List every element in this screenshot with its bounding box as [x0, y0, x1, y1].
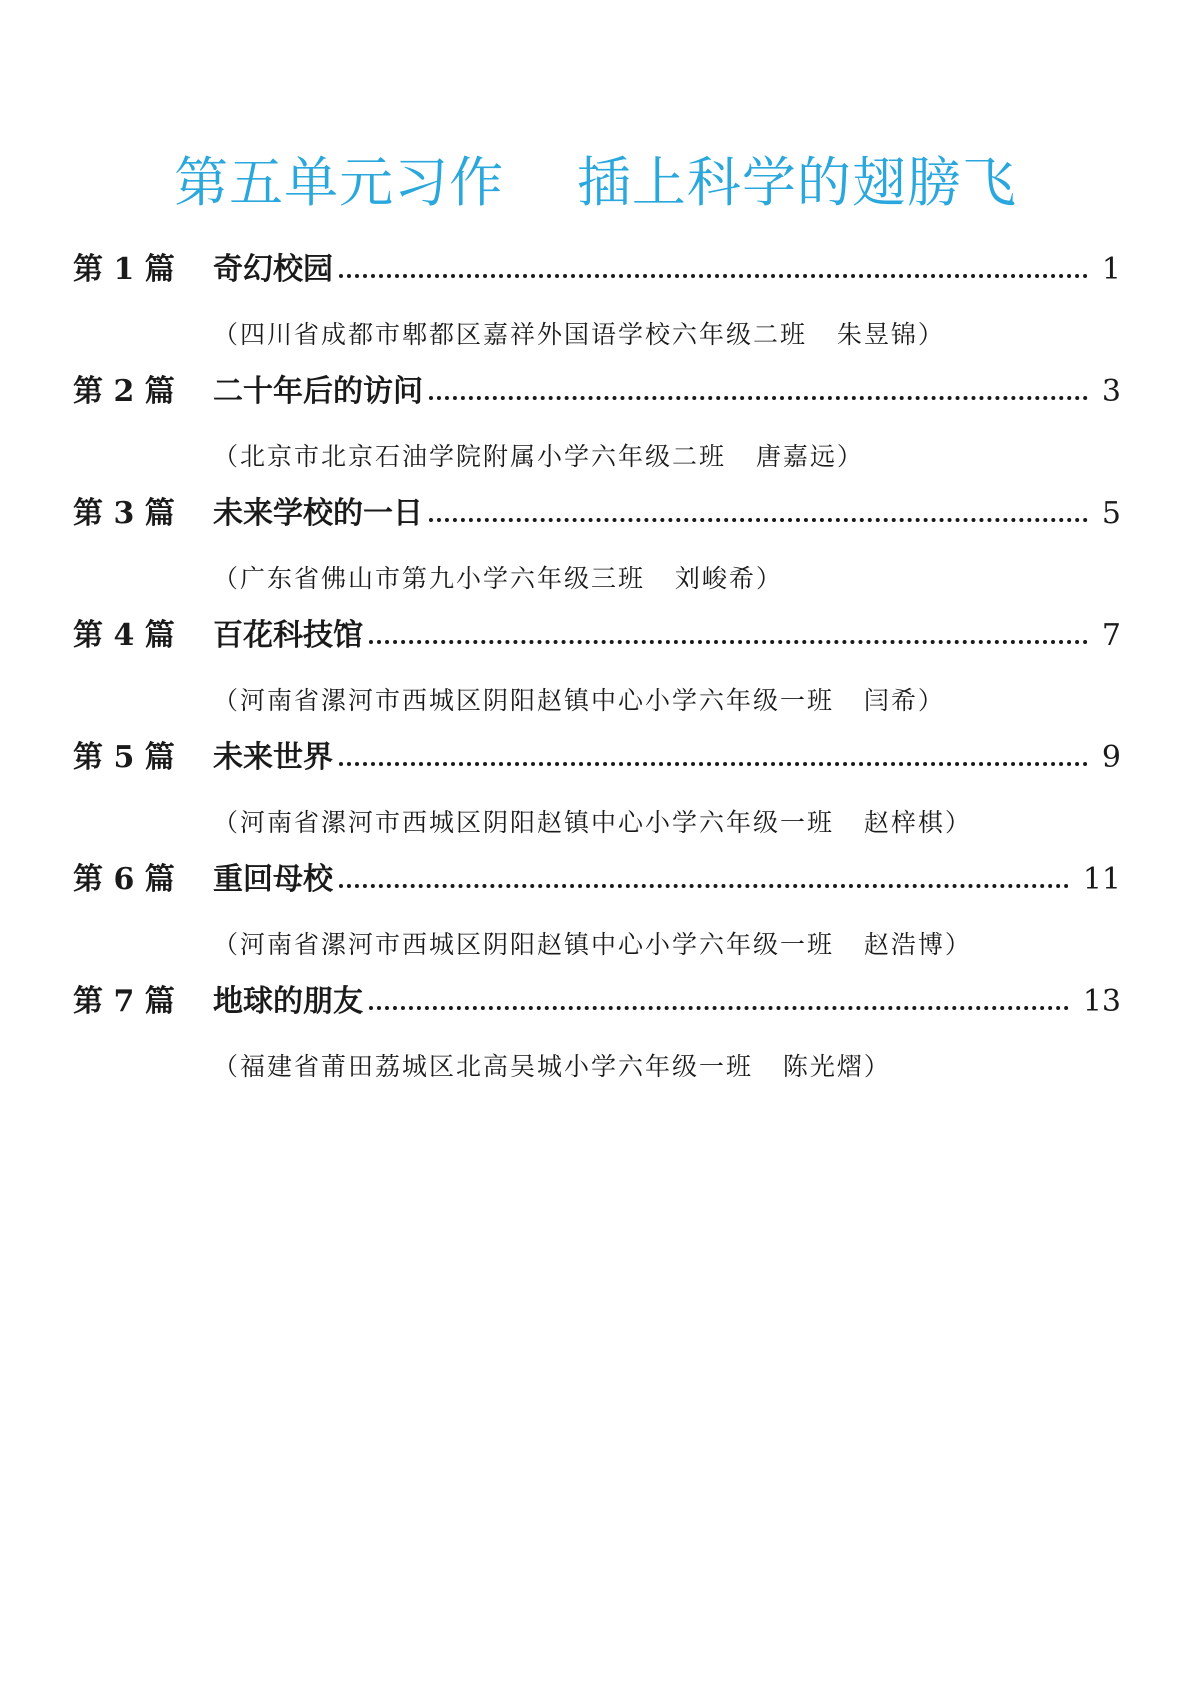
toc-entry-line — [73, 372, 1121, 412]
entry-number: 第 2 篇 — [73, 374, 175, 409]
entry-title: 未来世界 — [213, 740, 333, 775]
toc-entry-line — [73, 250, 1121, 290]
entry-page-number: 7 — [1101, 618, 1121, 653]
entry-number: 第 5 篇 — [73, 740, 175, 775]
entry-author: （河南省漯河市西城区阴阳赵镇中心小学六年级一班 赵梓棋） — [213, 808, 972, 837]
dot-leader — [429, 386, 1088, 400]
toc-entry-line — [73, 982, 1121, 1022]
entry-title: 重回母校 — [213, 862, 333, 897]
toc-entry-line — [73, 860, 1121, 900]
toc-entry[interactable] — [73, 494, 1121, 616]
entry-page-number: 9 — [1101, 740, 1121, 775]
dot-leader — [369, 630, 1088, 644]
entry-number: 第 1 篇 — [73, 252, 175, 287]
page-title: 第五单元习作 插上科学的翅膀飞 — [174, 151, 1017, 214]
entry-number: 第 7 篇 — [73, 984, 175, 1019]
entry-author: （北京市北京石油学院附属小学六年级二班 唐嘉远） — [213, 442, 864, 471]
entry-page-number: 3 — [1101, 374, 1121, 409]
toc-entry[interactable] — [73, 738, 1121, 860]
entry-page-number: 11 — [1082, 862, 1121, 897]
entry-author: （四川省成都市郫都区嘉祥外国语学校六年级二班 朱昱锦） — [213, 320, 945, 349]
toc-entry[interactable] — [73, 982, 1121, 1104]
dot-leader — [339, 874, 1069, 888]
entry-number: 第 4 篇 — [73, 618, 175, 653]
toc-entry[interactable] — [73, 616, 1121, 738]
entry-title: 未来学校的一日 — [213, 496, 423, 531]
entry-author: （河南省漯河市西城区阴阳赵镇中心小学六年级一班 赵浩博） — [213, 930, 972, 959]
dot-leader — [369, 996, 1069, 1010]
entry-page-number: 1 — [1101, 252, 1121, 287]
toc-entry-line — [73, 738, 1121, 778]
entry-number: 第 3 篇 — [73, 496, 175, 531]
entry-title: 奇幻校园 — [213, 252, 333, 287]
entry-author: （福建省莆田荔城区北高吴城小学六年级一班 陈光熠） — [213, 1052, 891, 1081]
entry-title: 百花科技馆 — [213, 618, 363, 653]
toc-entry-line — [73, 616, 1121, 656]
entry-number: 第 6 篇 — [73, 862, 175, 897]
dot-leader — [339, 264, 1088, 278]
toc-entry[interactable] — [73, 860, 1121, 982]
entry-page-number: 5 — [1101, 496, 1121, 531]
toc-entry[interactable] — [73, 372, 1121, 494]
dot-leader — [339, 752, 1088, 766]
entry-title: 二十年后的访问 — [213, 374, 423, 409]
entry-title: 地球的朋友 — [213, 984, 363, 1019]
entry-author: （广东省佛山市第九小学六年级三班 刘峻希） — [213, 564, 783, 593]
entry-author: （河南省漯河市西城区阴阳赵镇中心小学六年级一班 闫希） — [213, 686, 945, 715]
table-of-contents — [73, 250, 1121, 1104]
entry-page-number: 13 — [1082, 984, 1121, 1019]
dot-leader — [429, 508, 1088, 522]
toc-entry-line — [73, 494, 1121, 534]
toc-entry[interactable] — [73, 250, 1121, 372]
